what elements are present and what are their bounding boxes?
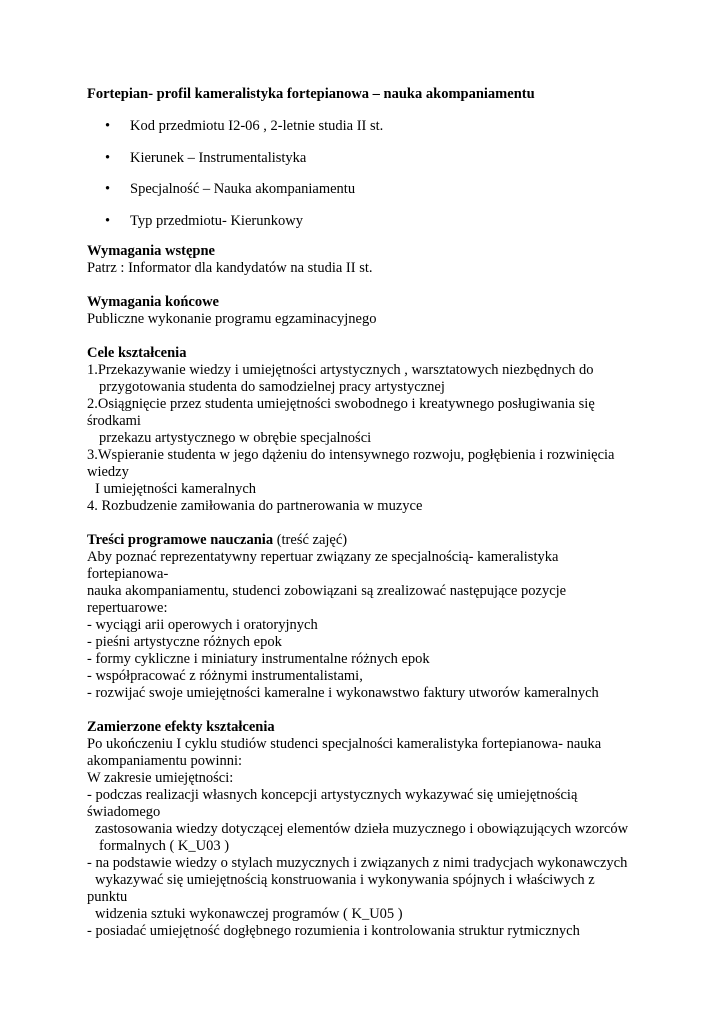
paragraph-line: przekazu artystycznego w obrębie specjalności — [99, 430, 372, 446]
paragraph-line: akompaniamentu powinni: — [87, 753, 243, 769]
paragraph-line: widzenia sztuki wykonawczej programów ( K_U05 ) — [95, 906, 403, 922]
paragraph-line: - podczas realizacji własnych koncepcji artystycznych wykazywać się umiejętnością — [87, 787, 578, 803]
paragraph-line: Aby poznać reprezentatywny repertuar związany ze specjalnością- kameralistyka — [87, 549, 559, 565]
paragraph-line: wiedzy — [87, 464, 129, 480]
paragraph-line: środkami — [87, 413, 141, 429]
section-heading: Treści programowe nauczania — [87, 532, 274, 548]
section-program-content — [87, 532, 647, 702]
paragraph-line: - wyciągi arii operowych i oratoryjnych — [87, 617, 318, 633]
course-specialty: Specjalność – Nauka akompaniamentu — [130, 181, 356, 197]
paragraph-line: przygotowania studenta do samodzielnej pracy artystycznej — [99, 379, 445, 395]
document-title: Fortepian- profil kameralistyka fortepianowa – nauka akompaniamentu — [87, 86, 535, 102]
course-code: Kod przedmiotu I2-06 , 2-letnie studia II st. — [130, 118, 384, 134]
paragraph-line: 1.Przekazywanie wiedzy i umiejętności artystycznych , warsztatowych niezbędnych do — [87, 362, 594, 378]
bullet-icon: • — [105, 212, 111, 229]
bullet-icon: • — [105, 118, 111, 134]
paragraph-line: punktu — [87, 889, 128, 905]
paragraph-line: 4. Rozbudzenie zamiłowania do partnerowania w muzyce — [87, 498, 423, 514]
bullet-icon: • — [105, 181, 111, 197]
paragraph-line: wykazywać się umiejętnością konstruowania i wykonywania spójnych i właściwych z — [95, 872, 595, 888]
section-heading-suffix: (treść zajęć) — [273, 532, 348, 548]
paragraph-line: - posiadać umiejętność dogłębnego rozumienia i kontrolowania struktur rytmicznych — [87, 923, 580, 939]
course-direction: Kierunek – Instrumentalistyka — [130, 149, 307, 166]
paragraph-line: zastosowania wiedzy dotyczącej elementów dzieła muzycznego i obowiązujących wzorców — [95, 821, 629, 837]
paragraph-line: - na podstawie wiedzy o stylach muzycznych i związanych z nimi tradycjach wykonawczych — [87, 855, 628, 871]
section-entry-requirements — [87, 243, 647, 277]
section-learning-outcomes — [87, 719, 647, 940]
paragraph-line: formalnych ( K_U03 ) — [99, 838, 230, 854]
course-info-list — [0, 118, 725, 244]
bullet-icon: • — [105, 149, 111, 166]
paragraph-line: nauka akompaniamentu, studenci zobowiązani są zrealizować następujące pozycje — [87, 583, 567, 599]
paragraph-line: Po ukończeniu I cyklu studiów studenci specjalności kameralistyka fortepianowa- nauka — [87, 736, 602, 752]
paragraph-line: Patrz : Informator dla kandydatów na studia II st. — [87, 260, 373, 276]
paragraph-line: Publiczne wykonanie programu egzaminacyjnego — [87, 311, 377, 327]
paragraph-line: - rozwijać swoje umiejętności kameralne i wykonawstwo faktury utworów kameralnych — [87, 685, 599, 701]
paragraph-line: I umiejętności kameralnych — [95, 481, 257, 497]
list-item — [0, 213, 725, 245]
course-type: Typ przedmiotu- Kierunkowy — [130, 212, 303, 229]
section-final-requirements — [87, 294, 647, 328]
paragraph-line: repertuarowe: — [87, 600, 168, 616]
list-item — [0, 150, 725, 182]
section-heading: Zamierzone efekty kształcenia — [87, 719, 275, 735]
paragraph-line: 3.Wspieranie studenta w jego dążeniu do intensywnego rozwoju, pogłębienia i rozwinięcia — [87, 447, 615, 463]
paragraph-line: - współpracować z różnymi instrumentalistami, — [87, 668, 363, 684]
paragraph-line: - pieśni artystyczne różnych epok — [87, 634, 282, 650]
section-heading: Wymagania końcowe — [87, 294, 219, 310]
paragraph-line: fortepianowa- — [87, 566, 169, 582]
paragraph-line: świadomego — [87, 804, 161, 820]
section-heading-row — [87, 532, 647, 549]
section-heading: Wymagania wstępne — [87, 243, 215, 259]
list-item — [0, 181, 725, 213]
list-item — [0, 118, 725, 150]
section-education-goals — [87, 345, 647, 515]
paragraph-line: - formy cykliczne i miniatury instrumentalne różnych epok — [87, 651, 430, 667]
section-heading: Cele kształcenia — [87, 345, 187, 361]
paragraph-line: 2.Osiągnięcie przez studenta umiejętności swobodnego i kreatywnego posługiwania się — [87, 396, 595, 412]
paragraph-line: W zakresie umiejętności: — [87, 770, 234, 786]
document-body — [87, 243, 647, 957]
